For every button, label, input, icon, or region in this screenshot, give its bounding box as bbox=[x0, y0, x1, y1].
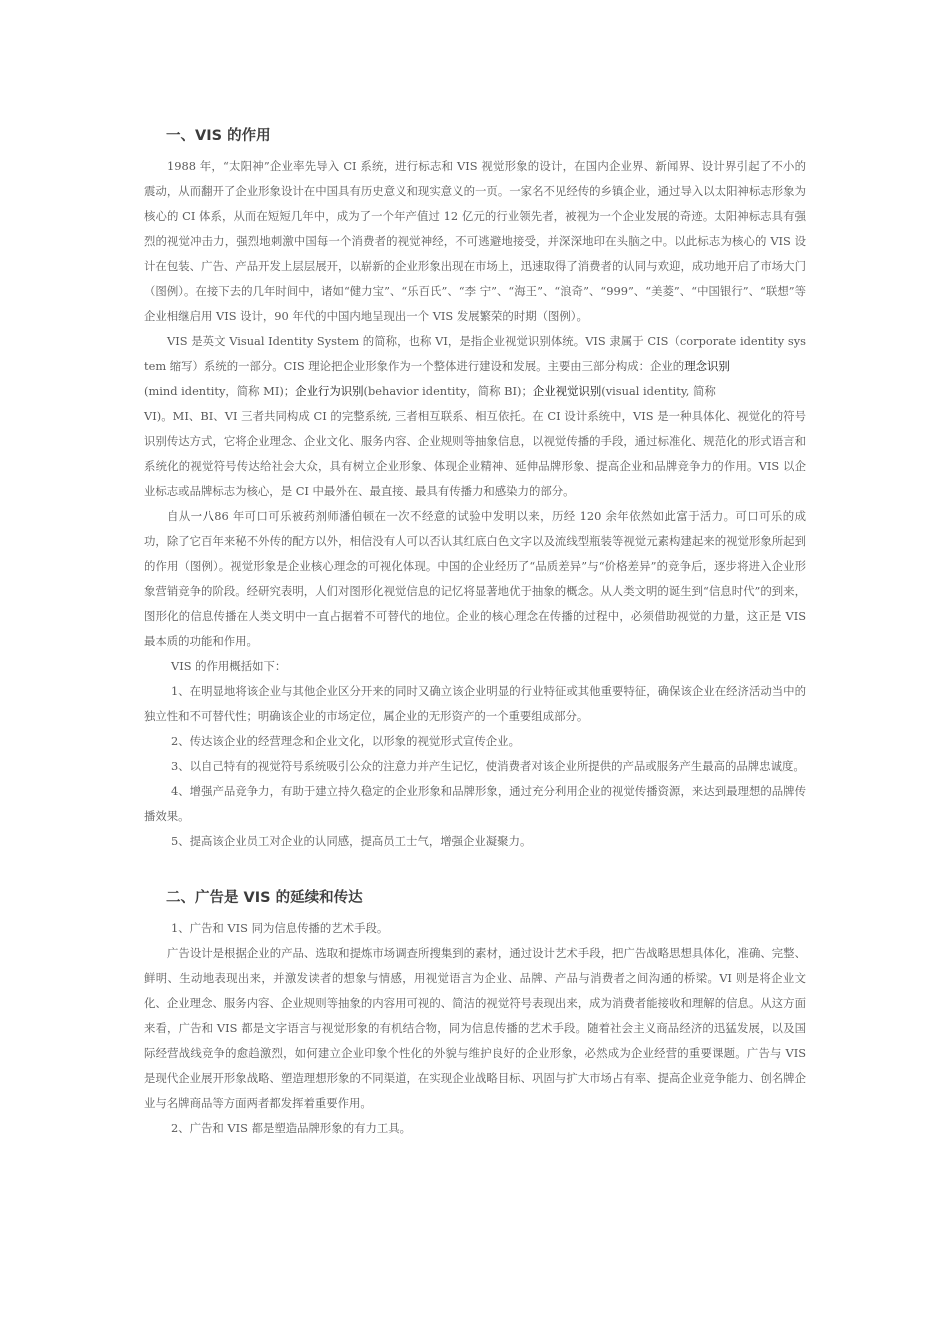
section1-paragraph-1: 1988 年，“太阳神”企业率先导入 CI 系统，进行标志和 VIS 视觉形象的设计，在国内企业界、新闻界、设计界引起了不小的震动，从而翻开了企业形象设计在中国具有历史意义和现实意义的一页。一家名不见经传的乡镇企业，通过导入以太阳神标志形象为核心的 CI 体系，从而在短短几年中，成为了一个年产值过 12 亿元的行业领先者，被视为一个企业发展的奇迹。太阳神标志具有强烈的视觉冲击力，强烈地刺激中国每一个消费者的视觉神经，不可逃避地接受，并深深地印在头脑之中。以此标志为核心的 VIS 设计在包装、广告、产品开发上层层展开，以崭新的企业形象出现在市场上，迅速取得了消费者的认同与欢迎，成功地开启了市场大门（图例）。在接下去的几年时间中，诸如“健力宝”、“乐百氏”、“李 宁”、“海王”、“浪奇”、“999”、“美菱”、“中国银行”、“联想”等企业相继启用 VIS 设计，90 年代的中国内地呈现出一个 VIS 发展繁荣的时期（图例）。 bbox=[144, 159, 806, 323]
list-item-3: 3、以自己特有的视觉符号系统吸引公众的注意力并产生记忆，使消费者对该企业所提供的产品或服务产生最高的品牌忠诚度。 bbox=[171, 759, 805, 773]
term-visual-identity: 企业视觉识别 bbox=[532, 384, 602, 398]
list-item-2: 2、传达该企业的经营理念和企业文化，以形象的视觉形式宣传企业。 bbox=[171, 734, 520, 748]
list-item-5: 5、提高该企业员工对企业的认同感，提高员工士气，增强企业凝聚力。 bbox=[171, 834, 532, 848]
list-item-4: 4、增强产品竞争力，有助于建立持久稳定的企业形象和品牌形象，通过充分利用企业的视觉传播资源，来达到最理想的品牌传播效果。 bbox=[144, 784, 806, 823]
list-item-1: 1、在明显地将该企业与其他企业区分开来的同时又确立该企业明显的行业特征或其他重要特征，确保该企业在经济活动当中的独立性和不可替代性；明确该企业的市场定位，属企业的无形资产的一个重要组成部分。 bbox=[144, 684, 806, 723]
p2-text-a: VIS 是英文 Visual Identity System 的简称，也称 VI，是指企业视觉识别体统。VIS 隶属于 CIS（corporate identity system 缩写）系统的一部分。CIS 理论把企业形象作为一个整体进行建设和发展。主要由三部分构成：企业的 bbox=[144, 334, 806, 373]
p2-text-b: (mind identity，简称 MI)； bbox=[144, 384, 296, 398]
p3-year-chars: 一八 bbox=[190, 509, 215, 523]
p2-text-d: (visual identity, 简称 bbox=[601, 384, 716, 398]
section2-subheading-2: 2、广告和 VIS 都是塑造品牌形象的有力工具。 bbox=[171, 1121, 412, 1135]
summary-intro: VIS 的作用概括如下： bbox=[171, 659, 287, 673]
document-body bbox=[144, 126, 806, 1141]
section1-paragraph-3 bbox=[144, 504, 806, 654]
section1-paragraph-2-continued: VI)。MI、BI、VI 三者共同构成 CI 的完整系统, 三者相互联系、相互依托。在 CI 设计系统中，VIS 是一种具体化、视觉化的符号识别传达方式，它将企业理念、企业文化、服务内容、企业规则等抽象信息，以视觉传播的手段，通过标准化、规范化的形式语言和系统化的视觉符号传达给社会大众，具有树立企业形象、体现企业精神、延伸品牌形象、提高企业和品牌竞争力的作用。VIS 以企业标志或品牌标志为核心，是 CI 中最外在、最直接、最具有传播力和感染力的部分。 bbox=[144, 409, 806, 498]
section2-heading: 二、广告是 VIS 的延续和传达 bbox=[166, 890, 363, 906]
p3-text-b: 86 年可口可乐被药剂师潘伯顿在一次不经意的试验中发明以来，历经 120 余年依然如此富于活力。可口可乐的成功，除了它百年来秘不外传的配方以外，相信没有人可以否认其红底白色文字以及流线型瓶装等视觉元素构建起来的视觉形象所起到的作用（图例）。视觉形象是企业核心理念的可视化体现。中国的企业经历了“品质差异”与“价格差异”的竞争后，逐步将进入企业形象营销竞争的阶段。经研究表明，人们对图形化视觉信息的记忆将显著地优于抽象的概念。从人类文明的诞生到“信息时代”的到来，图形化的信息传播在人类文明中一直占据着不可替代的地位。企业的核心理念在传播的过程中，必须借助视觉的力量，这正是 VIS 最本质的功能和作用。 bbox=[144, 509, 806, 648]
section1-paragraph-2 bbox=[144, 329, 806, 404]
p2-text-c: (behavior identity，简称 BI)； bbox=[363, 384, 533, 398]
section1-heading: 一、VIS 的作用 bbox=[166, 128, 271, 144]
section2-subheading-1: 1、广告和 VIS 同为信息传播的艺术手段。 bbox=[171, 921, 389, 935]
p3-text-a: 自从 bbox=[167, 509, 191, 523]
term-behavior-identity: 企业行为识别 bbox=[295, 384, 364, 398]
term-mind-identity: 理念识别 bbox=[684, 359, 730, 373]
section2-paragraph-1: 广告设计是根据企业的产品、选取和提炼市场调查所搜集到的素材，通过设计艺术手段，把广告战略思想具体化，准确、完整、鲜明、生动地表现出来，并激发读者的想象与情感，用视觉语言为企业、品牌、产品与消费者之间沟通的桥梁。VI 则是将企业文化、企业理念、服务内容、企业规则等抽象的内容用可视的、简洁的视觉符号表现出来，成为消费者能接收和理解的信息。从这方面来看，广告和 VIS 都是文字语言与视觉形象的有机结合物，同为信息传播的艺术手段。随着社会主义商品经济的迅猛发展，以及国际经营战线竞争的愈趋激烈，如何建立企业印象个性化的外貌与维护良好的企业形象，必然成为企业经营的重要课题。广告与 VIS 是现代企业展开形象战略、塑造理想形象的不同渠道，在实现企业战略目标、巩固与扩大市场占有率、提高企业竞争能力、创名牌企业与名牌商品等方面两者都发挥着重要作用。 bbox=[144, 946, 806, 1110]
